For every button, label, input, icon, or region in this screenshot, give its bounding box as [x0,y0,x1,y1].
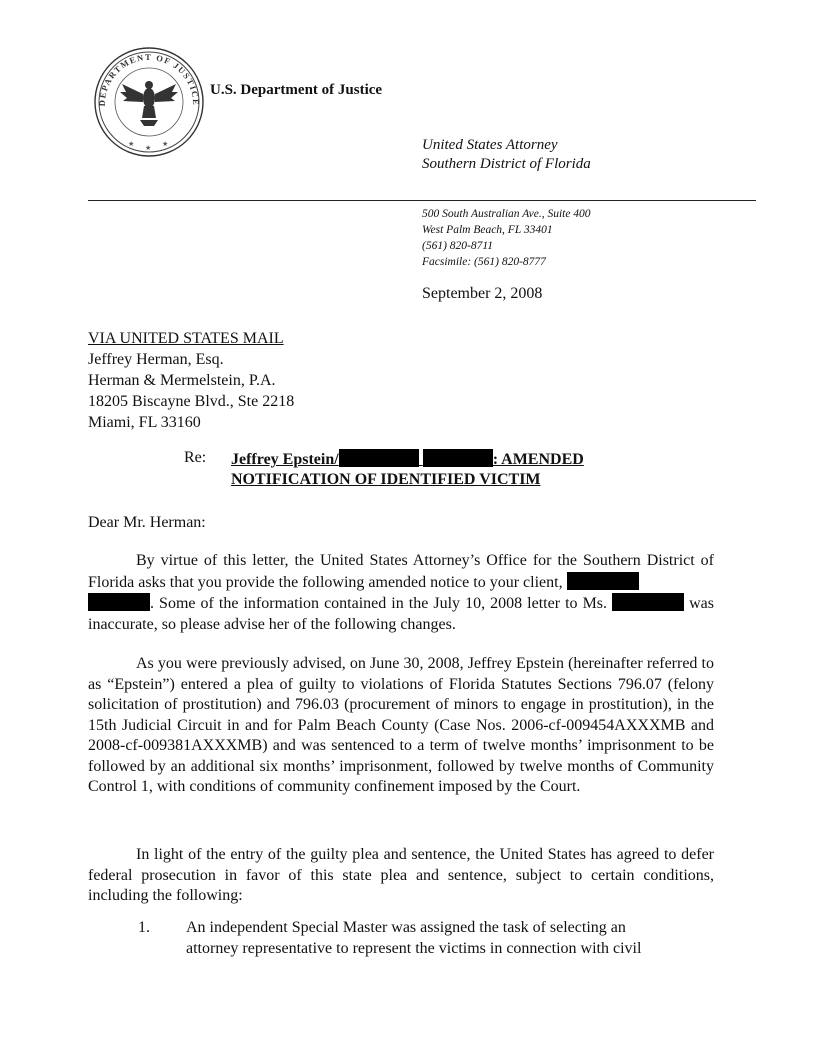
agency-name: U.S. Department of Justice [210,82,383,98]
paragraph-1-text-a: By virtue of this letter, the United States Attorney’s Office for the Southern District of Florida asks that you provide the following amended notice to your client, [88,552,714,591]
paragraph-3-text: In light of the entry of the guilty plea and sentence, the United States has agreed to defer federal prosecution in favor of this state plea and sentence, subject to certain conditions, including the following: [88,846,714,904]
list-item-line: attorney representative to represent the victims in connection with civil [186,939,642,957]
address-city: West Palm Beach, FL 33401 [422,224,553,236]
paragraph-1-text-b: . Some of the information contained in the July 10, 2008 letter to Ms. [150,595,608,612]
address-street: 500 South Australian Ave., Suite 400 [422,208,591,220]
redaction [88,593,150,611]
list-item [186,918,686,959]
redaction [567,572,639,590]
recipient-street: 18205 Biscayne Blvd., Ste 2218 [88,393,295,410]
list-item-line: An independent Special Master was assigned the task of selecting an [186,919,626,936]
recipient-block [88,328,294,433]
paragraph-2-text: As you were previously advised, on June 30, 2008, Jeffrey Epstein (hereinafter referred to as “Epstein”) entered a plea of guilty to violations of Florida Statutes Sections 796.07 (felony solicitation of prostitution) and 796.03 (procurement of minors to engage in prostitution), in the 15th Judicial Circuit in and for Palm Beach County (Case Nos. 2006-cf-009454AXXXMB and 2008-cf-009381AXXXMB) and was sentenced to a term of twelve months’ imprisonment to be followed by an additional six months’ imprisonment, followed by twelve months of Community Control 1, with conditions of community confinement imposed by the Court. [88,655,714,795]
svg-text:★: ★ [128,140,135,148]
salutation: Dear Mr. Herman: [88,514,206,531]
recipient-name: Jeffrey Herman, Esq. [88,351,224,368]
delivery-method: VIA UNITED STATES MAIL [88,330,284,347]
seal-text: DEPARTMENT OF JUSTICE [96,51,202,107]
svg-text:★: ★ [145,144,152,152]
office-title: United States Attorney [422,137,558,153]
re-label: Re: [184,449,207,466]
re-subject-prefix: Jeffrey Epstein/ [231,451,339,468]
recipient-city: Miami, FL 33160 [88,414,201,431]
header-divider [88,200,756,201]
address-phone: (561) 820-8711 [422,240,494,252]
redaction [612,593,684,611]
paragraph-1 [88,551,714,635]
office-block [422,136,591,174]
re-subject-line2: NOTIFICATION OF IDENTIFIED VICTIM [231,471,541,488]
svg-text:★: ★ [162,140,169,148]
redaction [339,449,419,467]
paragraph-1-text-c: was inaccurate, so please advise her of the following changes. [88,595,715,633]
list-item-number: 1. [138,919,150,936]
re-subject [231,449,584,490]
re-subject-suffix: : AMENDED [492,451,584,468]
recipient-firm: Herman & Mermelstein, P.A. [88,372,276,389]
office-district: Southern District of Florida [422,156,591,172]
paragraph-3 [88,845,714,907]
paragraph-2 [88,654,714,798]
address-fax: Facsimile: (561) 820-8777 [422,256,546,268]
office-address [422,206,591,270]
redaction [423,449,493,467]
letter-date: September 2, 2008 [422,285,543,302]
doj-seal [90,46,208,158]
